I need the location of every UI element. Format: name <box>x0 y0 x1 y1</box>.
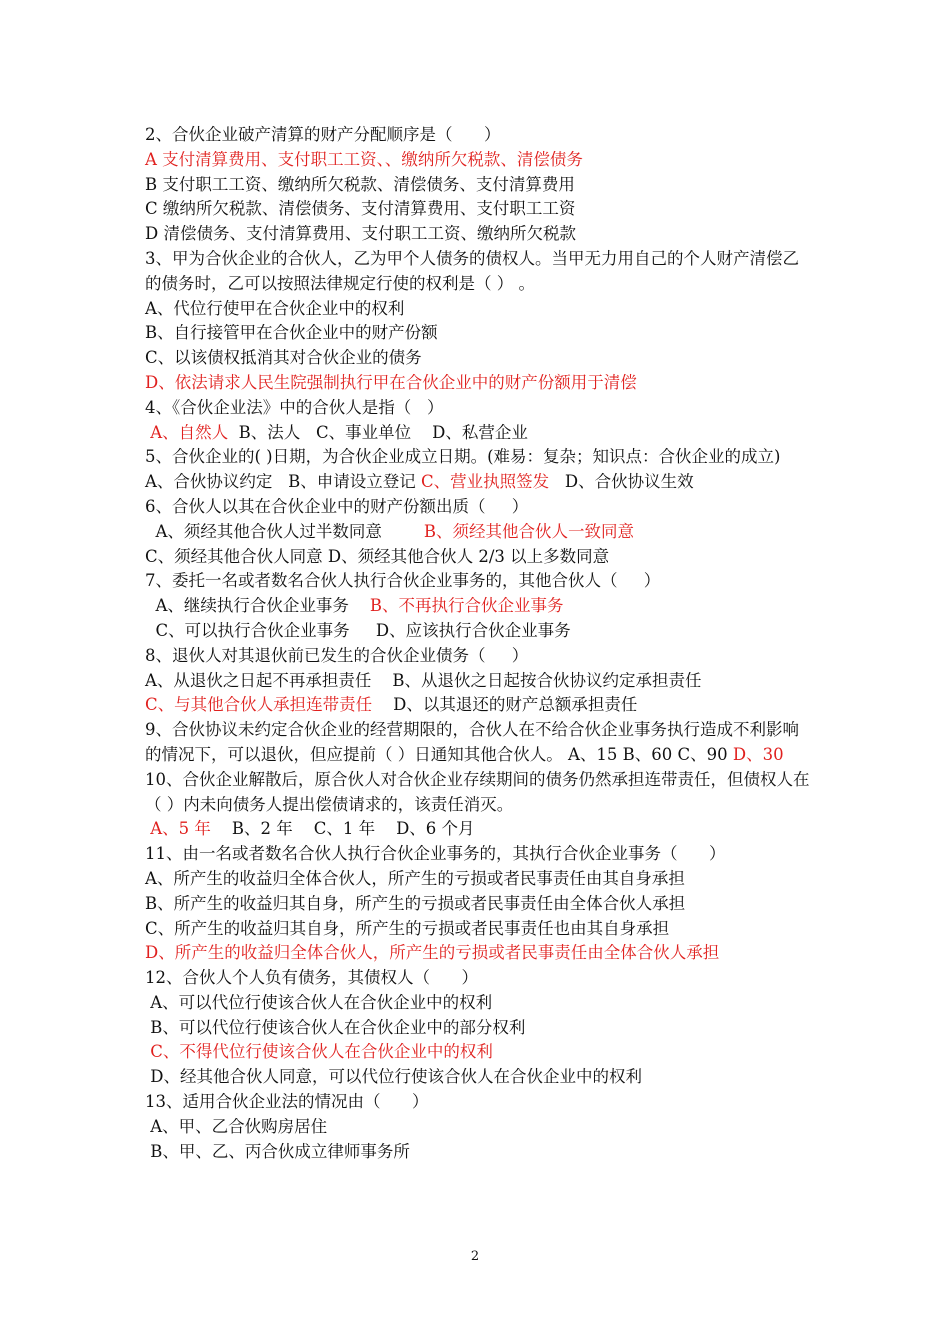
text-line <box>145 222 815 247</box>
text-segment: C、可以执行合伙企业事务 D、应该执行合伙企业事务 <box>145 620 571 640</box>
text-line <box>145 941 815 966</box>
text-segment: A、从退伙之日起不再承担责任 B、从退伙之日起按合伙协议约定承担责任 <box>145 670 702 690</box>
text-segment: 6、合伙人以其在合伙企业中的财产份额出质（ ） <box>145 496 529 516</box>
text-line <box>145 520 815 545</box>
text-line <box>145 421 815 446</box>
text-segment: C、所产生的收益归其自身，所产生的亏损或者民事责任也由其自身承担 <box>145 918 670 938</box>
answer-highlight: C、与其他合伙人承担连带责任 <box>145 695 373 715</box>
answer-highlight: D、所产生的收益归全体合伙人，所产生的亏损或者民事责任由全体合伙人承担 <box>145 943 720 963</box>
text-line <box>145 470 815 495</box>
text-line <box>145 644 815 669</box>
text-line <box>145 569 815 594</box>
answer-highlight: A、5 年 <box>145 819 211 839</box>
text-segment: 2、合伙企业破产清算的财产分配顺序是（ ） <box>145 125 501 144</box>
answer-highlight: C、不得代位行使该合伙人在合伙企业中的权利 <box>145 1042 493 1062</box>
text-line <box>145 1016 815 1041</box>
text-line <box>145 892 815 917</box>
text-segment: 5、合伙企业的( )日期，为合伙企业成立日期。(难易：复杂；知识点：合伙企业的成立) <box>145 447 781 467</box>
text-segment: D、合伙协议生效 <box>549 472 694 492</box>
text-segment: A、继续执行合伙企业事务 <box>145 596 370 616</box>
text-line <box>145 817 815 842</box>
text-line <box>145 669 815 694</box>
text-line <box>145 371 815 396</box>
text-segment: D、以其退还的财产总额承担责任 <box>372 695 638 715</box>
text-line <box>145 297 815 322</box>
text-segment: A、代位行使甲在合伙企业中的权利 <box>145 298 405 318</box>
text-segment: 9、合伙协议未约定合伙企业的经营期限的，合伙人在不给合伙企业事务执行造成不利影响的情况下，可以退伙，但应提前（ ）日通知其他合伙人。 A、15 B、60 C、90 <box>145 720 799 764</box>
text-line <box>145 1140 815 1165</box>
answer-highlight: A、自然人 <box>145 422 229 442</box>
text-line <box>145 966 815 991</box>
text-segment: A、所产生的收益归全体合伙人，所产生的亏损或者民事责任由其自身承担 <box>145 868 685 888</box>
answer-highlight: D、30 <box>732 744 784 764</box>
text-segment: 12、合伙人个人负有债务，其债权人（ ） <box>145 968 478 988</box>
text-segment: B、甲、乙、丙合伙成立律师事务所 <box>145 1141 410 1161</box>
text-line <box>145 247 815 297</box>
text-segment: 13、适用合伙企业法的情况由（ ） <box>145 1092 429 1112</box>
text-line <box>145 842 815 867</box>
text-line <box>145 545 815 570</box>
text-line <box>145 495 815 520</box>
answer-highlight: B、须经其他合伙人一致同意 <box>423 521 635 541</box>
text-segment: B、所产生的收益归其自身，所产生的亏损或者民事责任由全体合伙人承担 <box>145 893 686 913</box>
answer-highlight: A 支付清算费用、支付职工工资、、缴纳所欠税款、清偿债务 <box>145 149 583 169</box>
page-number: 2 <box>470 1249 480 1264</box>
text-line <box>145 594 815 619</box>
text-segment: A、甲、乙合伙购房居住 <box>145 1116 328 1136</box>
text-segment: B、2 年 C、1 年 D、6 个月 <box>210 819 475 839</box>
text-segment: A、合伙协议约定 B、申请设立登记 <box>145 472 422 492</box>
text-segment: B、可以代位行使该合伙人在合伙企业中的部分权利 <box>145 1017 526 1037</box>
text-segment: B、法人 C、事业单位 D、私营企业 <box>228 422 528 442</box>
text-line <box>145 619 815 644</box>
answer-highlight: C、营业执照签发 <box>421 472 550 492</box>
text-segment: A、须经其他合伙人过半数同意 <box>145 521 424 541</box>
text-segment: 4、《合伙企业法》中的合伙人是指（ ） <box>145 397 444 417</box>
text-line <box>145 768 815 818</box>
text-segment: 8、退伙人对其退伙前已发生的合伙企业债务（ ） <box>145 645 529 665</box>
text-line <box>145 917 815 942</box>
text-line <box>145 197 815 222</box>
text-line <box>145 991 815 1016</box>
text-line <box>145 321 815 346</box>
text-line <box>145 718 815 768</box>
text-segment: B、自行接管甲在合伙企业中的财产份额 <box>145 323 438 343</box>
text-line <box>145 867 815 892</box>
text-line <box>145 346 815 371</box>
text-line <box>145 1040 815 1065</box>
text-segment: 7、委托一名或者数名合伙人执行合伙企业事务的，其他合伙人（ ） <box>145 571 661 591</box>
answer-highlight: D、依法请求人民生院强制执行甲在合伙企业中的财产份额用于清偿 <box>145 372 637 392</box>
text-segment: A、可以代位行使该合伙人在合伙企业中的权利 <box>145 992 493 1012</box>
text-segment: C 缴纳所欠税款、清偿债务、支付清算费用、支付职工工资 <box>145 199 576 219</box>
text-line <box>145 1065 815 1090</box>
text-line <box>145 173 815 198</box>
text-line <box>145 148 815 173</box>
text-segment: C、须经其他合伙人同意 D、须经其他合伙人 2/3 以上多数同意 <box>145 546 610 566</box>
text-segment: D、经其他合伙人同意，可以代位行使该合伙人在合伙企业中的权利 <box>145 1067 642 1087</box>
text-segment: B 支付职工工资、缴纳所欠税款、清偿债务、支付清算费用 <box>145 174 575 194</box>
text-segment: 3、甲为合伙企业的合伙人，乙为甲个人债务的债权人。当甲无力用自己的个人财产清偿乙的债务时，乙可以按照法律规定行使的权利是（ ） 。 <box>145 248 799 293</box>
text-line <box>145 445 815 470</box>
text-line <box>145 1115 815 1140</box>
text-segment: C、以该债权抵消其对合伙企业的债务 <box>145 348 422 368</box>
question-list <box>145 123 815 1164</box>
text-line <box>145 396 815 421</box>
text-segment: 11、由一名或者数名合伙人执行合伙企业事务的，其执行合伙企业事务（ ） <box>145 844 726 864</box>
text-segment: 10、合伙企业解散后，原合伙人对合伙企业存续期间的债务仍然承担连带责任，但债权人在（ ）内未向债务人提出偿债请求的，该责任消灭。 <box>145 769 810 814</box>
text-line <box>145 693 815 718</box>
text-line <box>145 123 815 148</box>
text-segment: D 清偿债务、支付清算费用、支付职工工资、缴纳所欠税款 <box>145 224 576 244</box>
answer-highlight: B、不再执行合伙企业事务 <box>369 596 564 616</box>
text-line <box>145 1090 815 1115</box>
